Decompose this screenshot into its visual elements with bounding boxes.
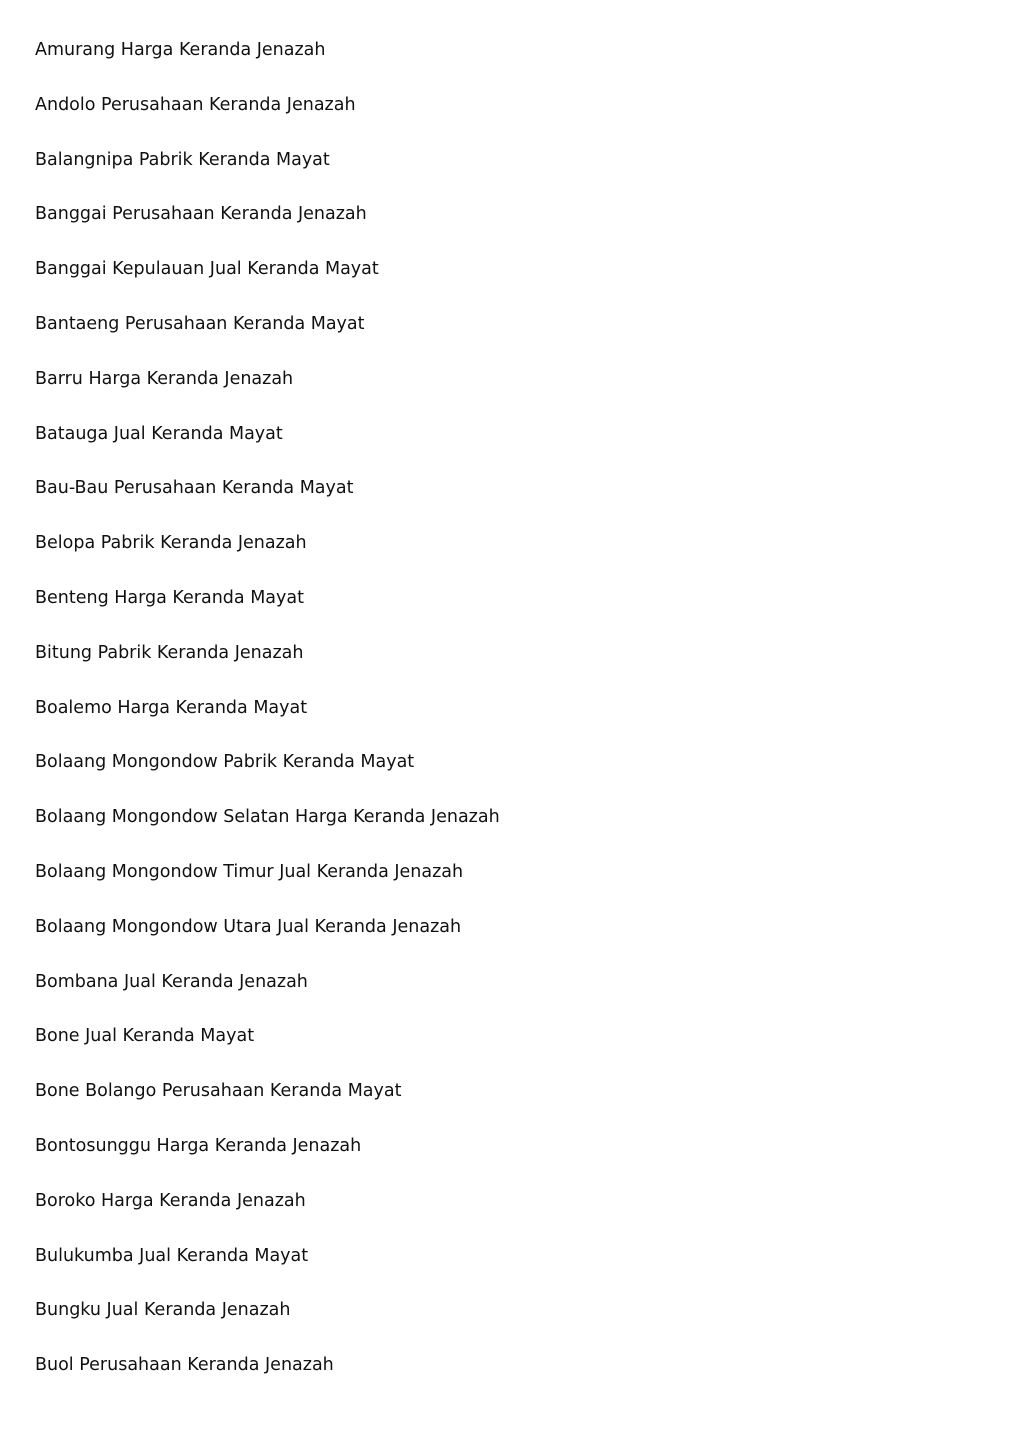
list-item: Bombana Jual Keranda Jenazah [35, 971, 308, 992]
list-item: Bantaeng Perusahaan Keranda Mayat [35, 313, 365, 334]
list-item: Andolo Perusahaan Keranda Jenazah [35, 94, 356, 115]
list-item: Bulukumba Jual Keranda Mayat [35, 1245, 309, 1266]
list-item: Bolaang Mongondow Selatan Harga Keranda Jenazah [35, 807, 500, 828]
list-item: Benteng Harga Keranda Mayat [35, 587, 304, 608]
list-item: Bitung Pabrik Keranda Jenazah [35, 642, 304, 663]
list-item: Bolaang Mongondow Timur Jual Keranda Jenazah [35, 861, 464, 882]
list-item: Balangnipa Pabrik Keranda Mayat [35, 149, 330, 170]
list-item: Barru Harga Keranda Jenazah [35, 368, 294, 389]
list-item: Bone Jual Keranda Mayat [35, 1026, 255, 1047]
list-item: Buol Perusahaan Keranda Jenazah [35, 1355, 334, 1376]
list-item: Bau-Bau Perusahaan Keranda Mayat [35, 478, 354, 499]
list-item: Bone Bolango Perusahaan Keranda Mayat [35, 1081, 402, 1102]
list-item: Amurang Harga Keranda Jenazah [35, 40, 326, 60]
location-list [35, 36, 975, 1406]
list-item: Banggai Kepulauan Jual Keranda Mayat [35, 259, 379, 280]
list-item: Bolaang Mongondow Utara Jual Keranda Jenazah [35, 916, 462, 937]
list-item: Bolaang Mongondow Pabrik Keranda Mayat [35, 752, 415, 773]
list-item: Batauga Jual Keranda Mayat [35, 423, 283, 444]
list-item: Boalemo Harga Keranda Mayat [35, 697, 308, 718]
list-item: Banggai Perusahaan Keranda Jenazah [35, 204, 367, 225]
list-item: Belopa Pabrik Keranda Jenazah [35, 533, 307, 554]
list-item: Bungku Jual Keranda Jenazah [35, 1300, 291, 1321]
list-item: Bontosunggu Harga Keranda Jenazah [35, 1135, 362, 1156]
list-item: Boroko Harga Keranda Jenazah [35, 1190, 306, 1211]
